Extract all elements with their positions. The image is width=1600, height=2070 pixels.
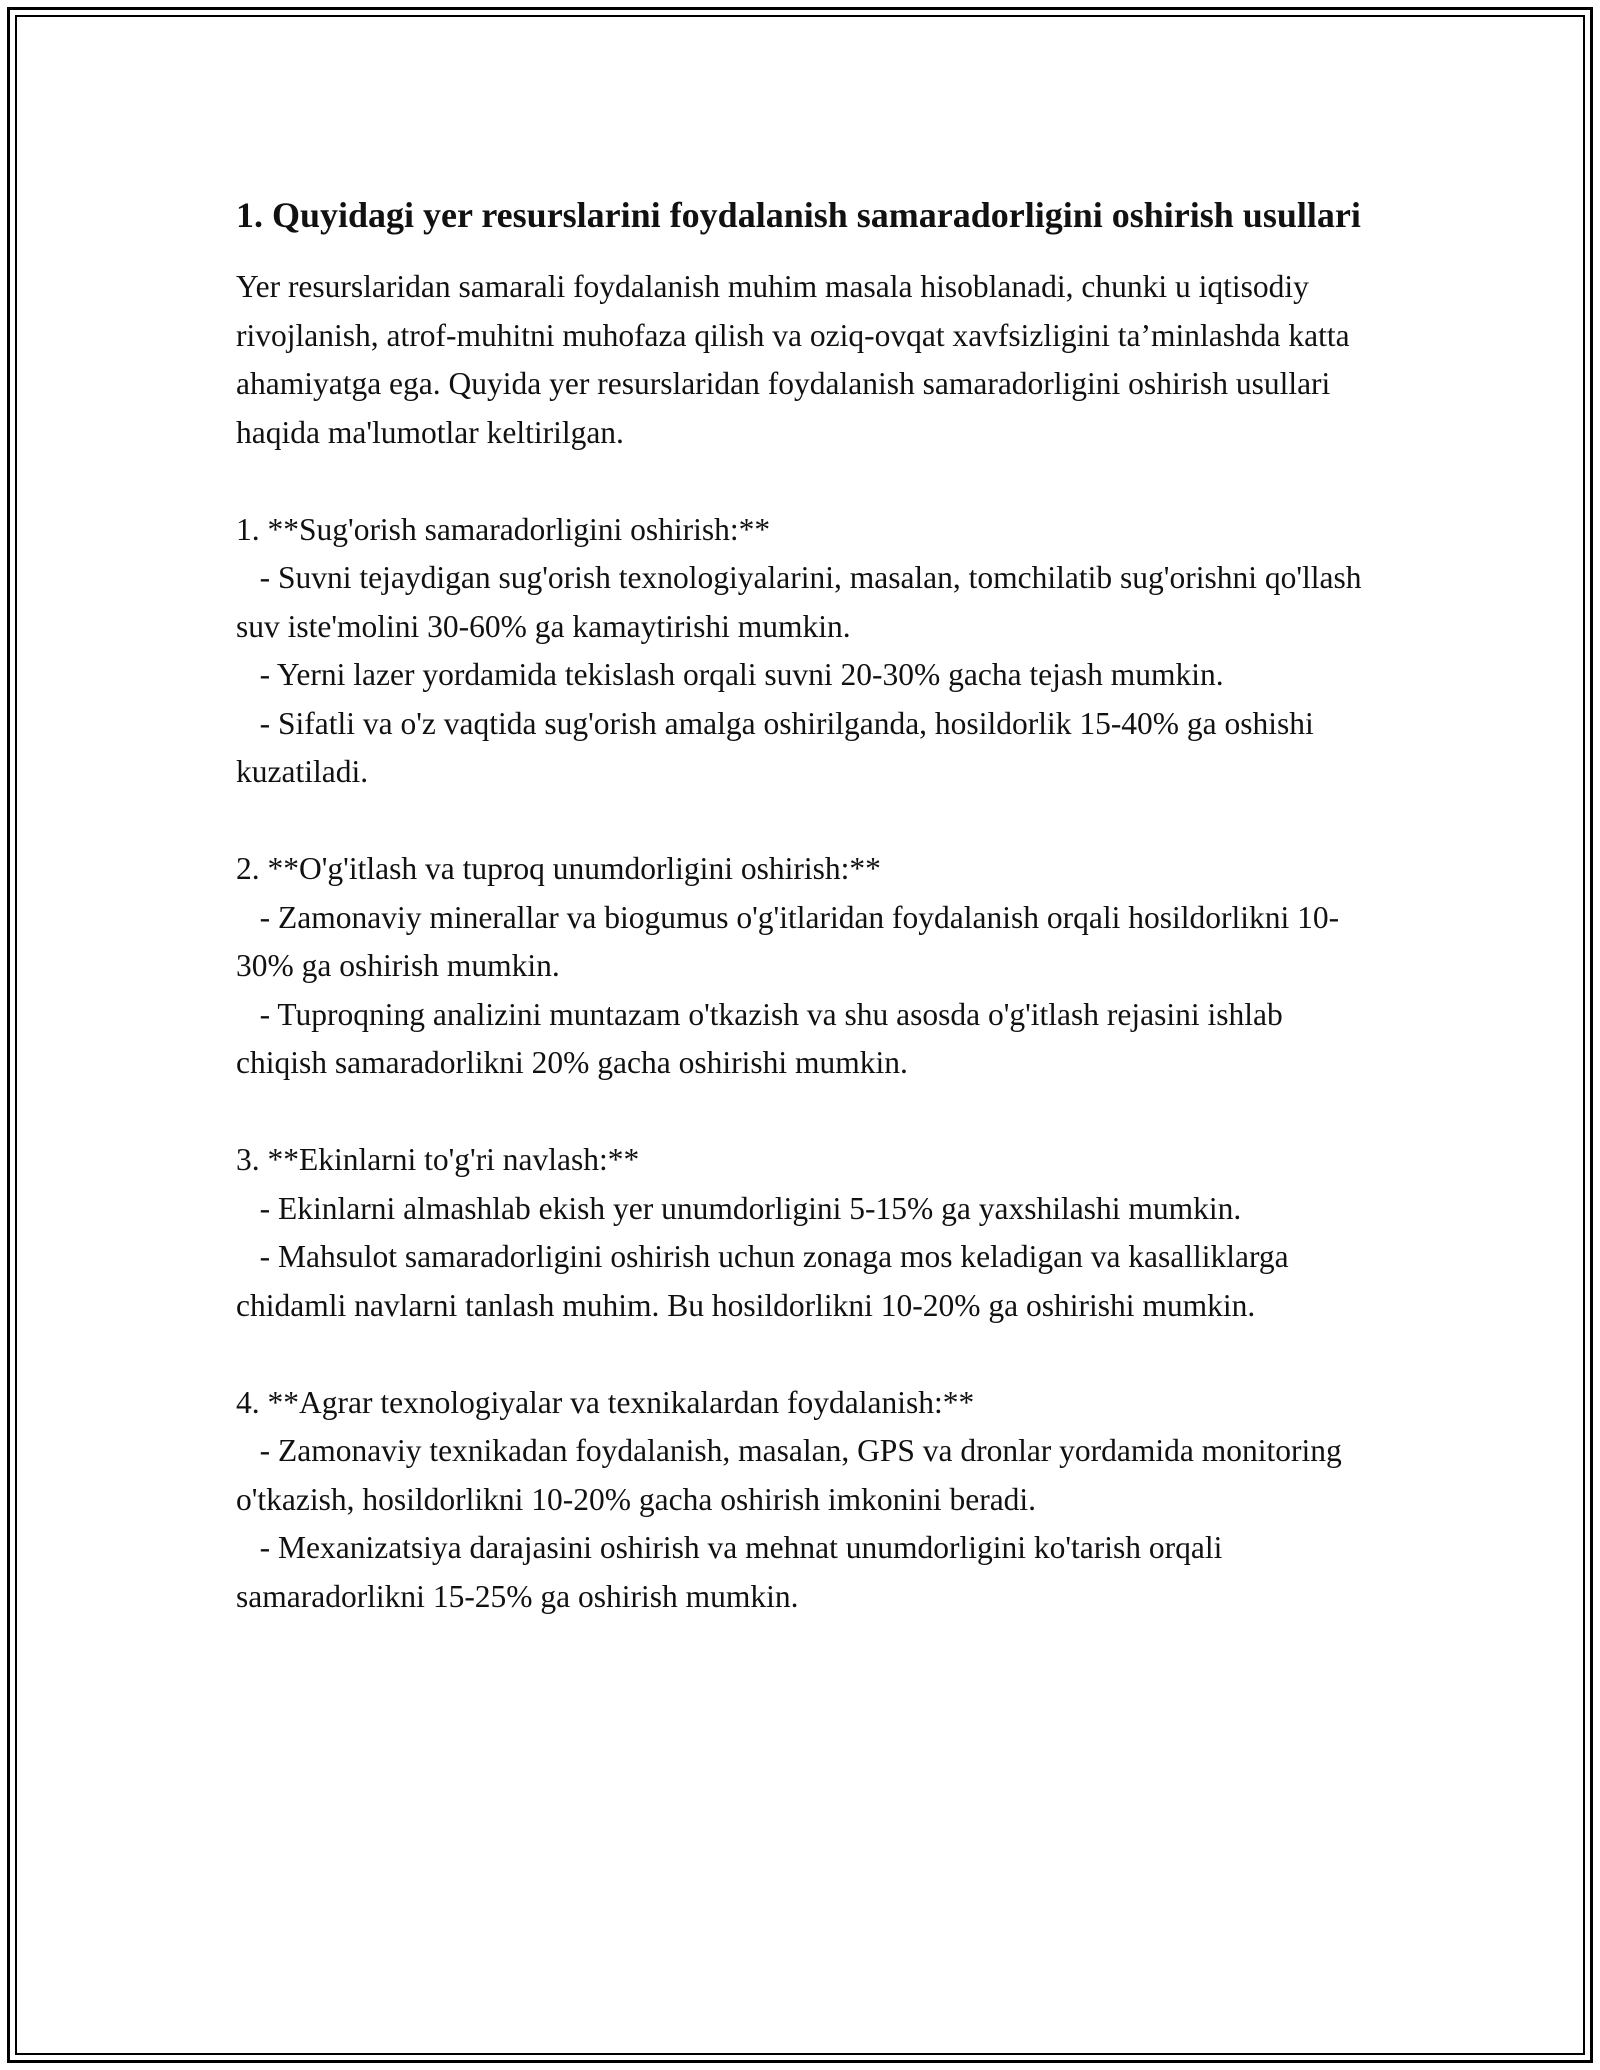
bullet-item: - Zamonaviy minerallar va biogumus o'g'itlaridan foydalanish orqali hosildorlikni 10-30% ga oshirish mumkin. — [236, 899, 1340, 983]
document-content — [236, 188, 1370, 1621]
bullet-item: - Yerni lazer yordamida tekislash orqali suvni 20-30% gacha tejash mumkin. — [236, 657, 1224, 692]
bullet-item: - Zamonaviy texnikadan foydalanish, masalan, GPS va dronlar yordamida monitoring o'tkazish, hosildorlikni 10-20% gacha oshirish imkonini beradi. — [236, 1433, 1350, 1517]
intro-paragraph: Yer resurslaridan samarali foydalanish muhim masala hisoblanadi, chunki u iqtisodiy rivojlanish, atrof-muhitni muhofaza qilish va oziq-ovqat xavfsizligini ta’minlashda katta ahamiyatga ega. Quyida yer resurslaridan foydalanish samaradorligini oshirish usullari haqida ma'lumotlar keltirilgan. — [236, 269, 1350, 450]
bullet-item: - Mexanizatsiya darajasini oshirish va mehnat unumdorligini ko'tarish orqali samaradorlikni 15-25% ga oshirish mumkin. — [236, 1530, 1231, 1614]
section-heading: 4. **Agrar texnologiyalar va texnikalardan foydalanish:** — [236, 1384, 975, 1420]
section-heading: 3. **Ekinlarni to'g'ri navlash:** — [236, 1142, 640, 1177]
document-title: 1. Quyidagi yer resurslarini foydalanish samaradorligini oshirish usullari — [236, 195, 1361, 235]
bullet-item: - Suvni tejaydigan sug'orish texnologiyalarini, masalan, tomchilatib sug'orishni qo'llash suv iste'molini 30-60% ga kamaytirishi mumkin. — [236, 560, 1370, 644]
bullet-item: - Mahsulot samaradorligini oshirish uchun zonaga mos keladigan va kasalliklarga chidamli navlarni tanlash muhim. Bu hosildorlikni 10-20% ga oshirishi mumkin. — [236, 1239, 1297, 1323]
section-agro-technology — [236, 1379, 1366, 1622]
bullet-item: - Ekinlarni almashlab ekish yer unumdorligini 5-15% ga yaxshilashi mumkin. — [236, 1190, 1242, 1226]
bullet-item: - Sifatli va o'z vaqtida sug'orish amalga oshirilganda, hosildorlik 15-40% ga oshishi kuzatiladi. — [236, 705, 1322, 789]
bullet-item: - Tuproqning analizini muntazam o'tkazish va shu asosda o'g'itlash rejasini ishlab chiqish samaradorlikni 20% gacha oshirishi mumkin. — [236, 996, 1291, 1080]
section-crop-varieties — [236, 1136, 1366, 1330]
section-heading: 1. **Sug'orish samaradorligini oshirish:** — [236, 511, 771, 547]
section-fertilization — [236, 845, 1366, 1088]
section-heading: 2. **O'g'itlash va tuproq unumdorligini oshirish:** — [236, 851, 881, 886]
section-irrigation — [236, 506, 1370, 797]
